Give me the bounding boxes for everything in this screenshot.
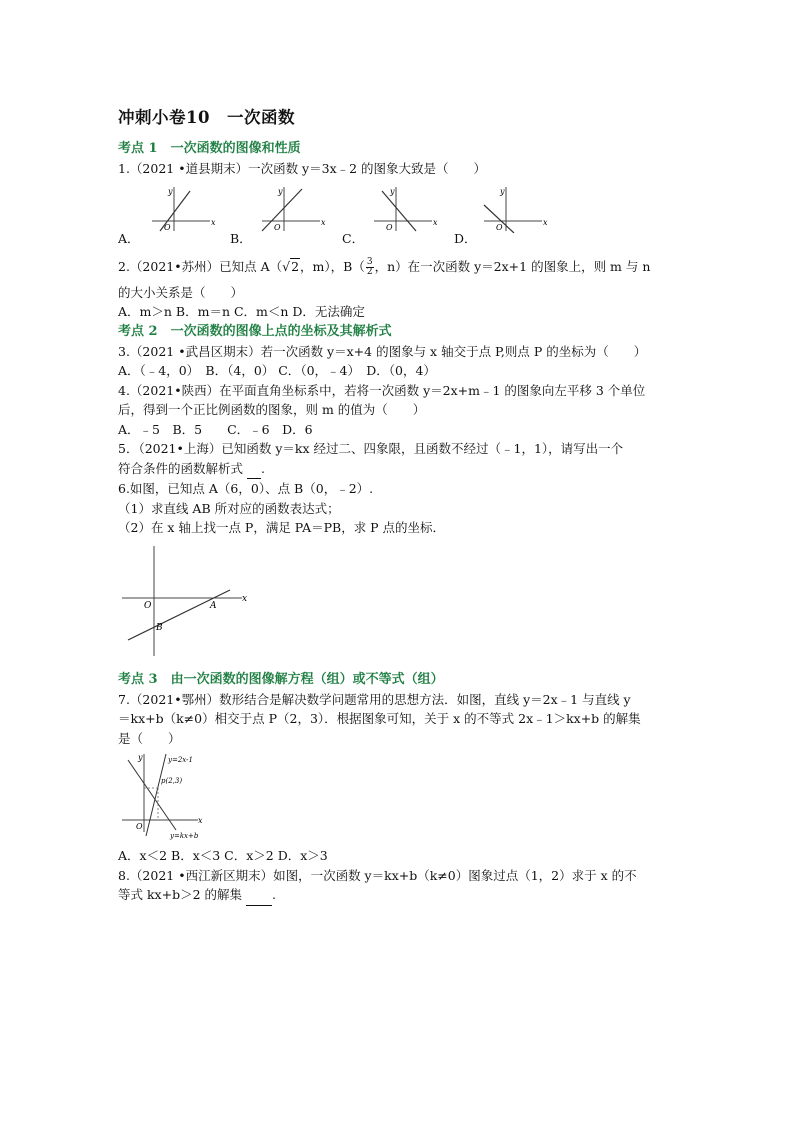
option-b-graph[interactable] [256,181,328,233]
question-6-line2: （1）求直线 AB 所对应的函数表达式； [118,500,340,516]
question-3-text: 3.（2021 •武昌区期末）若一次函数 y＝x+4 的图象与 x 轴交于点 P,则点 P 的坐标为（ ） [118,343,647,359]
sqrt-arg: 2 [291,258,300,274]
question-7-options: A．x＜2 B．x＜3 C．x＞2 D．x＞3 [118,848,328,863]
question-1-options [118,181,683,247]
option-b-label[interactable]: B． [230,230,252,246]
option-c-label[interactable]: C． [342,230,365,246]
page-title: 冲刺小卷10 一次函数 [118,108,295,127]
axis-y-label: y [168,186,173,196]
axis-y-label: y [278,186,283,196]
question-7-line3: 是（ ） [118,730,181,746]
question-4-line1: 4.（2021•陕西）在平面直角坐标系中，若将一次函数 y＝2x+m﹣1 的图象向左平移 3 个单位 [118,382,646,398]
line-1-label: y=2x-1 [168,756,193,764]
question-5-line1: 5．（2021•上海）已知函数 y＝kx 经过二、四象限，且函数不经过（﹣1，1），请写出一个 [118,441,624,456]
axis-y-label: y [390,186,395,196]
question-7-figure [118,750,228,842]
origin-label: O [496,222,503,232]
fraction: $\frac{3}{2}$ [366,256,373,277]
axis-x-label: x [242,593,248,604]
section-heading-3: 考点 3 由一次函数的图像解方程（组）或不等式（组） [118,671,444,687]
origin-label: O [136,822,143,831]
q2-post: ，n）在一次函数 y＝2x+1 的图象上，则 m 与 n [374,258,651,274]
question-7-line1: 7.（2021•鄂州）数形结合是解决数学问题常用的思想方法．如图，直线 y＝2x﹣1 与直线 y [118,691,631,707]
axis-x-label: x [543,217,548,227]
q2-mid: ，m），B（ [300,258,365,274]
option-a-graph[interactable] [146,181,218,233]
origin-label: O [274,222,281,232]
point-a-label: A [210,600,217,611]
point-p-label: p(2,3) [161,777,183,785]
answer-blank[interactable] [246,885,272,906]
question-8-line1: 8.（2021 •西江新区期末）如图，一次函数 y＝kx+b（k≠0）图象过点（1，2）求于 x 的不 [118,867,637,883]
option-d-graph[interactable] [478,181,550,233]
question-3-options: A．（﹣4，0） B．（4，0） C．（0，﹣4） D．（0，4） [118,363,436,378]
point-b-label: B [156,622,163,633]
question-5-line2: 符合条件的函数解析式 . [118,459,683,480]
question-1-text: 1.（2021 •道县期末）一次函数 y＝3x﹣2 的图象大致是（ ） [118,161,487,176]
question-6-figure [118,542,268,660]
question-7-line2: ＝kx+b（k≠0）相交于点 P（2，3）．根据图象可知，关于 x 的不等式 2x﹣1＞kx+b 的解集 [118,711,641,726]
axis-y-label: y [138,753,143,762]
option-a-label[interactable]: A． [118,230,140,246]
question-6-line1: 6.如图，已知点 A（6，0）、点 B（0，﹣2）. [118,481,374,496]
axis-y-label: y [500,186,505,196]
origin-label: O [164,222,171,232]
question-4-options: A．﹣5 B．5 C．﹣6 D．6 [118,421,313,437]
q2-pre: 2.（2021•苏州）已知点 A（ [118,258,283,274]
worksheet-page [118,104,683,906]
option-c-graph[interactable] [368,181,440,233]
axis-x-label: x [321,217,326,227]
question-6-line3: （2）在 x 轴上找一点 P，满足 PA＝PB，求 P 点的坐标． [118,520,446,535]
origin-label: O [144,600,152,611]
axis-x-label: x [198,816,203,825]
answer-blank[interactable] [247,459,261,480]
question-4-line2: 后，得到一个正比例函数的图象，则 m 的值为（ ） [118,402,426,417]
question-2-line2: 的大小关系是（ ） [118,284,244,300]
axis-x-label: x [211,217,216,227]
axis-x-label: x [433,217,438,227]
line-2-label: y=kx+b [170,832,199,840]
section-heading-1: 考点 1 一次函数的图像和性质 [118,141,301,156]
question-2-text [118,255,683,279]
question-2-options: A．m＞n B．m＝n C．m＜n D．无法确定 [118,304,365,319]
sqrt-symbol: √ [282,258,291,274]
question-8-line2: 等式 kx+b＞2 的解集 . [118,885,683,906]
section-heading-2: 考点 2 一次函数的图像上点的坐标及其解析式 [118,323,392,339]
origin-label: O [386,222,393,232]
option-d-label[interactable]: D． [454,230,477,246]
